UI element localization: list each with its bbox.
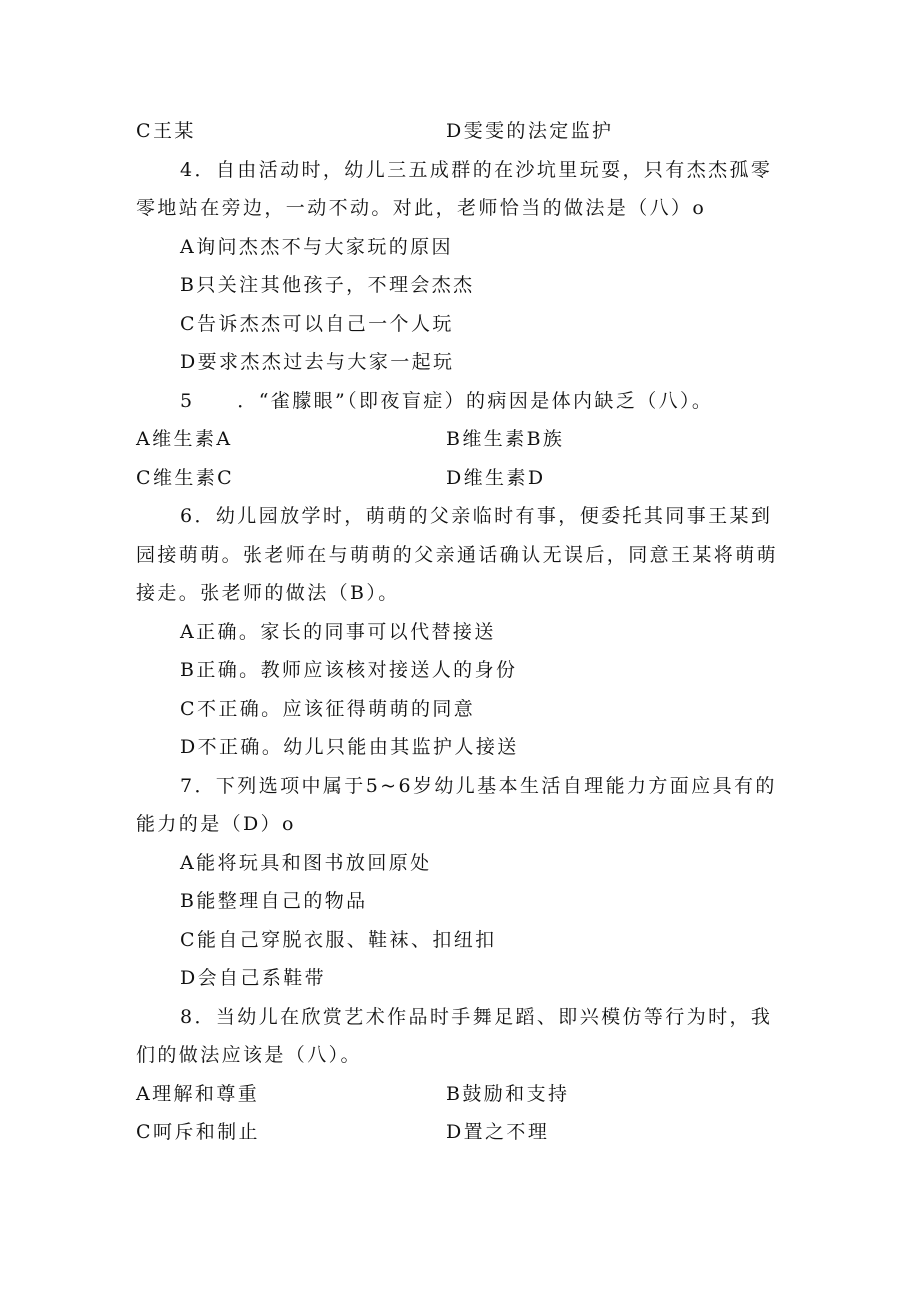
q5-option-c: C维生素C: [136, 467, 235, 489]
q6-stem-line1: 6．幼儿园放学时，萌萌的父亲临时有事，便委托其同事王某到: [180, 505, 773, 527]
q4-stem-line2: 零地站在旁边，一动不动。对此，老师恰当的做法是（八）o: [136, 197, 707, 219]
q6-option-c: C不正确。应该征得萌萌的同意: [180, 698, 476, 720]
q6-option-a: A正确。家长的同事可以代替接送: [180, 621, 496, 643]
q4-stem-line1: 4．自由活动时，幼儿三五成群的在沙坑里玩耍，只有杰杰孤零: [180, 159, 773, 181]
q3-option-c: C王某: [136, 120, 196, 142]
q8-option-b: B鼓励和支持: [446, 1083, 570, 1105]
q8-stem-line1: 8．当幼儿在欣赏艺术作品时手舞足蹈、即兴模仿等行为时，我: [180, 1006, 773, 1028]
q8-option-d: D置之不理: [446, 1121, 550, 1143]
q3-option-d: D雯雯的法定监护: [446, 120, 614, 142]
q7-option-b: B能整理自己的物品: [180, 890, 368, 912]
q5-option-b: B维生素B族: [446, 428, 565, 450]
q8-option-a: A理解和尊重: [136, 1083, 260, 1105]
q4-option-c: C告诉杰杰可以自己一个人玩: [180, 313, 454, 335]
q5-option-a: A维生素A: [136, 428, 233, 450]
q4-option-a: A询问杰杰不与大家玩的原因: [180, 236, 453, 258]
q6-option-d: D不正确。幼儿只能由其监护人接送: [180, 736, 519, 758]
q7-option-d: D会自己系鞋带: [180, 967, 327, 989]
q6-stem-line2: 园接萌萌。张老师在与萌萌的父亲通话确认无误后，同意王某将萌萌: [136, 544, 779, 566]
q6-stem-line3: 接走。张老师的做法（B）。: [136, 582, 400, 604]
q7-option-a: A能将玩具和图书放回原处: [180, 852, 432, 874]
q4-option-b: B只关注其他孩子，不理会杰杰: [180, 274, 475, 296]
q6-option-b: B正确。教师应该核对接送人的身份: [180, 659, 518, 681]
q8-stem-line2: 们的做法应该是（八）。: [136, 1044, 362, 1066]
q5-option-d: D维生素D: [446, 467, 546, 489]
q7-stem-line1: 7．下列选项中属于5~6岁幼儿基本生活自理能力方面应具有的: [180, 775, 777, 797]
q8-option-c: C呵斥和制止: [136, 1121, 260, 1143]
q7-option-c: C能自己穿脱衣服、鞋袜、扣纽扣: [180, 929, 497, 951]
q7-stem-line2: 能力的是（D）o: [136, 813, 296, 835]
q4-option-d: D要求杰杰过去与大家一起玩: [180, 351, 455, 373]
q5-stem: 5 ．“雀朦眼”（即夜盲症）的病因是体内缺乏（八）。: [180, 390, 714, 412]
